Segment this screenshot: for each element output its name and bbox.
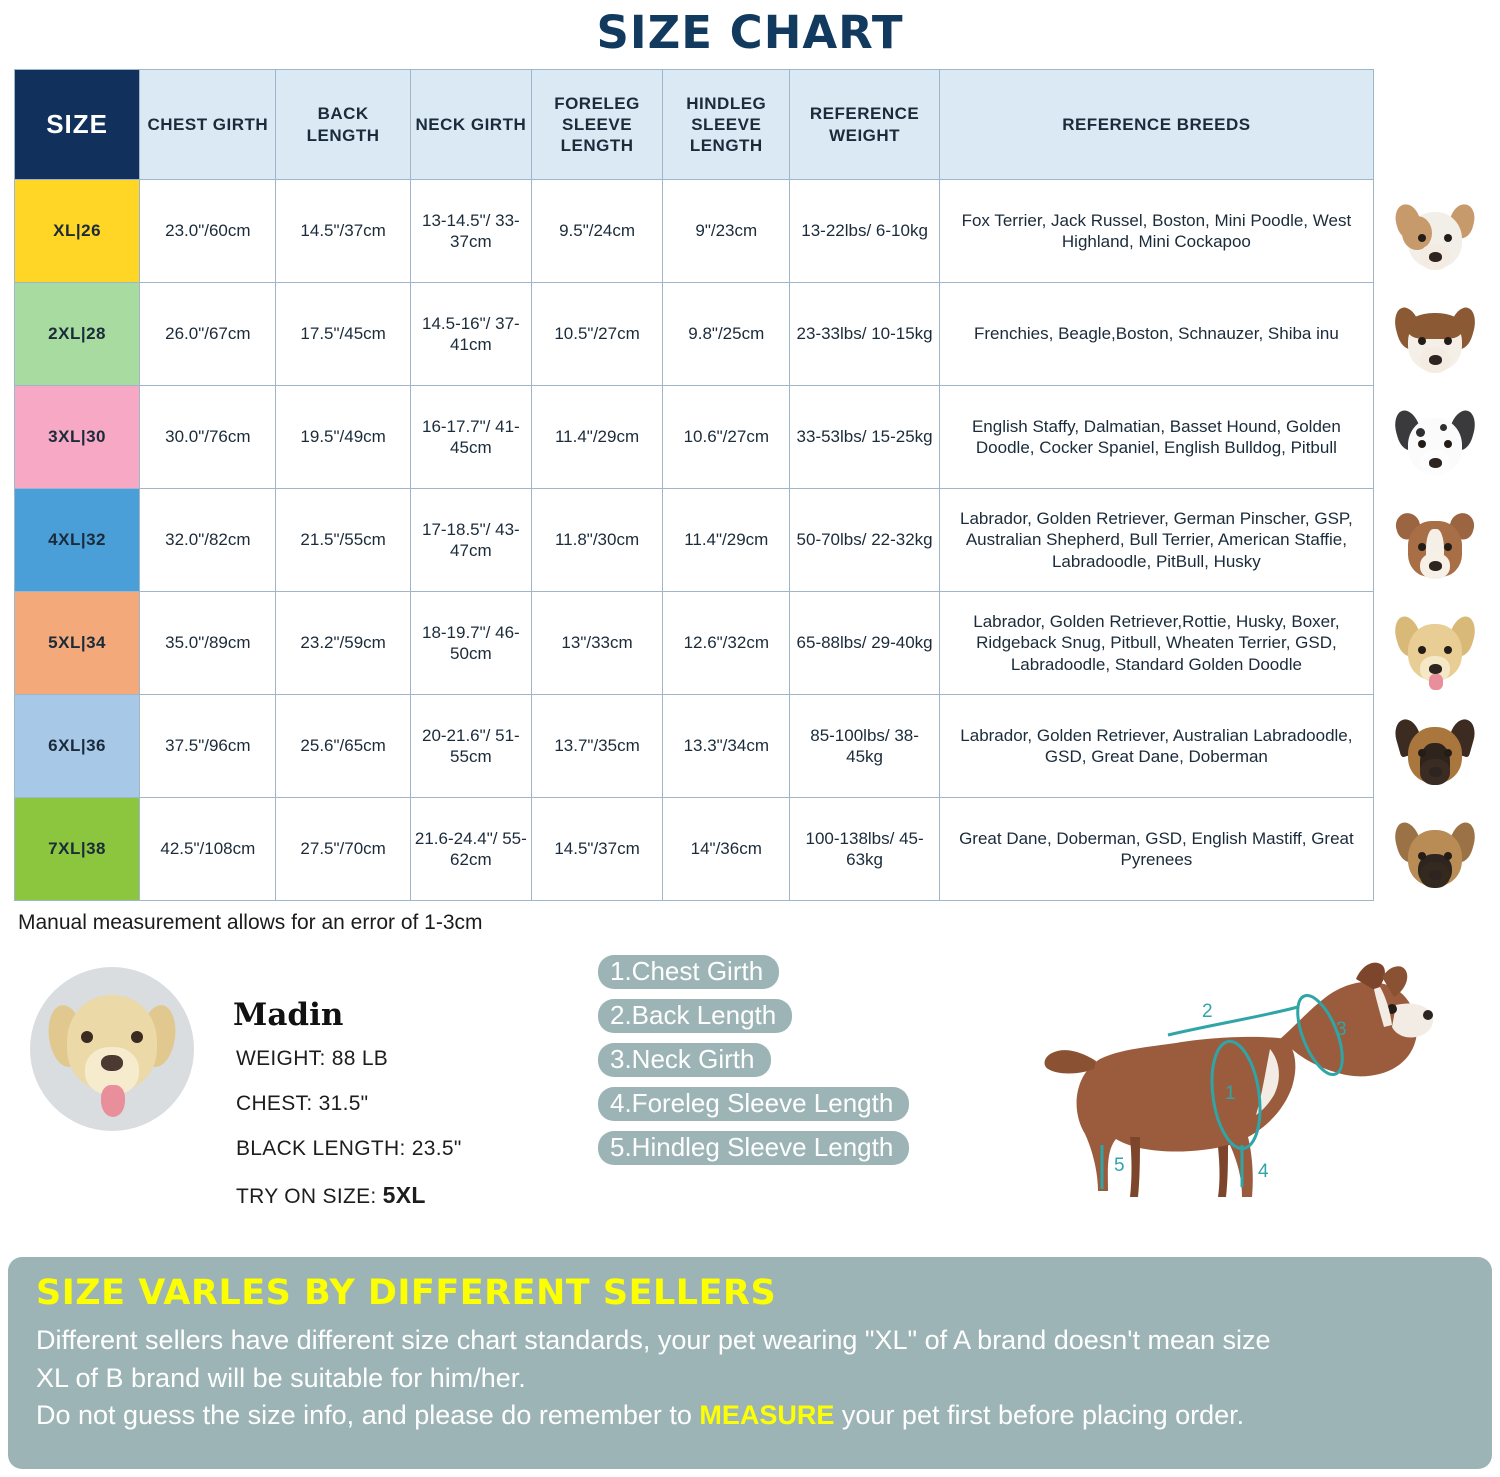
model-try-on-size <box>236 1182 462 1209</box>
breed-photo-pitbull <box>1383 505 1487 591</box>
breed-photo-labrador <box>1383 608 1487 694</box>
column-header-size: SIZE <box>15 70 140 180</box>
reference-breeds-value: Labrador, Golden Retriever,Rottie, Husky, Boxer, Ridgeback Snug, Pitbull, Wheaten Terrier, GSD, Labradoodle, Standard Golden Doodle <box>939 592 1373 695</box>
banner-measure-highlight: MEASURE <box>699 1400 835 1431</box>
measurement-legend <box>598 955 909 1175</box>
seller-size-warning-banner <box>8 1257 1492 1469</box>
table-row <box>15 489 1374 592</box>
hindleg-length-value: 11.4"/29cm <box>663 489 790 592</box>
neck-girth-value: 13-14.5"/ 33-37cm <box>410 180 531 283</box>
size-label: 4XL|32 <box>15 489 140 592</box>
breed-photo-great-dane <box>1383 814 1487 900</box>
table-row <box>15 386 1374 489</box>
banner-line-3 <box>36 1398 1468 1434</box>
legend-item-chest-girth: 1.Chest Girth <box>598 955 779 989</box>
foreleg-length-value: 10.5"/27cm <box>531 283 662 386</box>
reference-breeds-value: Labrador, Golden Retriever, German Pinscher, GSP, Australian Shepherd, Bull Terrier, American Staffie, Labradoodle, PitBull, Husky <box>939 489 1373 592</box>
diagram-label-5: 5 <box>1114 1155 1125 1176</box>
size-table-wrapper <box>0 69 1500 901</box>
neck-girth-value: 20-21.6"/ 51-55cm <box>410 695 531 798</box>
dog-measurement-diagram <box>980 939 1480 1239</box>
table-header-row <box>15 70 1374 180</box>
model-chest: CHEST: 31.5" <box>236 1092 369 1115</box>
neck-girth-value: 14.5-16"/ 37-41cm <box>410 283 531 386</box>
model-dog-name: Madin <box>233 997 344 1033</box>
reference-weight-value: 65-88lbs/ 29-40kg <box>790 592 939 695</box>
column-header-foreleg: FORELEG SLEEVE LENGTH <box>531 70 662 180</box>
diagram-label-2: 2 <box>1202 1001 1213 1022</box>
breed-photo-german-shepherd <box>1383 711 1487 797</box>
reference-breeds-value: Frenchies, Beagle,Boston, Schnauzer, Shiba inu <box>939 283 1373 386</box>
diagram-label-3: 3 <box>1336 1019 1347 1040</box>
legend-item-foreleg-sleeve-length: 4.Foreleg Sleeve Length <box>598 1087 909 1121</box>
chest-girth-value: 26.0"/67cm <box>140 283 276 386</box>
column-header-neck: NECK GIRTH <box>410 70 531 180</box>
foreleg-length-value: 11.8"/30cm <box>531 489 662 592</box>
reference-weight-value: 100-138lbs/ 45-63kg <box>790 798 939 901</box>
breed-thumbnail-column <box>1383 196 1491 917</box>
legend-item-hindleg-sleeve-length: 5.Hindleg Sleeve Length <box>598 1131 909 1165</box>
reference-weight-value: 33-53lbs/ 15-25kg <box>790 386 939 489</box>
size-label: 2XL|28 <box>15 283 140 386</box>
chest-girth-value: 37.5"/96cm <box>140 695 276 798</box>
banner-line-1: Different sellers have different size chart standards, your pet wearing "XL" of A brand doesn't mean size <box>36 1325 1271 1355</box>
banner-line-2: XL of B brand will be suitable for him/her. <box>36 1362 526 1393</box>
foreleg-length-value: 13.7"/35cm <box>531 695 662 798</box>
column-header-hindleg: HINDLEG SLEEVE LENGTH <box>663 70 790 180</box>
model-section <box>0 939 1500 1239</box>
measurement-note: Manual measurement allows for an error of 1-3cm <box>18 911 483 934</box>
foreleg-length-value: 11.4"/29cm <box>531 386 662 489</box>
try-on-size-value: 5XL <box>382 1182 426 1208</box>
hindleg-length-value: 9"/23cm <box>663 180 790 283</box>
foreleg-length-value: 13"/33cm <box>531 592 662 695</box>
back-length-value: 21.5"/55cm <box>276 489 410 592</box>
column-header-breeds: REFERENCE BREEDS <box>939 70 1373 180</box>
size-label: XL|26 <box>15 180 140 283</box>
back-length-value: 17.5"/45cm <box>276 283 410 386</box>
dog-diagram-svg <box>980 939 1480 1239</box>
back-length-value: 23.2"/59cm <box>276 592 410 695</box>
model-dog-stats <box>236 1047 462 1230</box>
table-row <box>15 180 1374 283</box>
page-title: SIZE CHART <box>596 6 904 59</box>
model-back-length: BLACK LENGTH: 23.5" <box>236 1137 462 1160</box>
table-row <box>15 592 1374 695</box>
column-header-back: BACK LENGTH <box>276 70 410 180</box>
reference-weight-value: 23-33lbs/ 10-15kg <box>790 283 939 386</box>
back-length-value: 14.5"/37cm <box>276 180 410 283</box>
model-dog-avatar <box>30 967 194 1131</box>
back-length-value: 19.5"/49cm <box>276 386 410 489</box>
chest-girth-value: 30.0"/76cm <box>140 386 276 489</box>
size-chart-table <box>14 69 1374 901</box>
table-row <box>15 695 1374 798</box>
table-body <box>15 180 1374 901</box>
chest-girth-value: 42.5"/108cm <box>140 798 276 901</box>
hindleg-length-value: 13.3"/34cm <box>663 695 790 798</box>
banner-heading: SIZE VARLES BY DIFFERENT SELLERS <box>36 1273 777 1313</box>
chest-girth-value: 23.0"/60cm <box>140 180 276 283</box>
reference-breeds-value: English Staffy, Dalmatian, Basset Hound, Golden Doodle, Cocker Spaniel, English Bulldog, Pitbull <box>939 386 1373 489</box>
foreleg-length-value: 9.5"/24cm <box>531 180 662 283</box>
neck-girth-value: 16-17.7"/ 41-45cm <box>410 386 531 489</box>
breed-photo-fox-terrier <box>1383 196 1487 282</box>
back-length-value: 25.6"/65cm <box>276 695 410 798</box>
size-label: 5XL|34 <box>15 592 140 695</box>
size-label: 7XL|38 <box>15 798 140 901</box>
column-header-weight: REFERENCE WEIGHT <box>790 70 939 180</box>
neck-girth-value: 18-19.7"/ 46-50cm <box>410 592 531 695</box>
table-row <box>15 798 1374 901</box>
model-weight: WEIGHT: 88 LB <box>236 1047 389 1070</box>
size-label: 6XL|36 <box>15 695 140 798</box>
reference-weight-value: 13-22lbs/ 6-10kg <box>790 180 939 283</box>
legend-item-neck-girth: 3.Neck Girth <box>598 1043 771 1077</box>
table-row <box>15 283 1374 386</box>
size-label: 3XL|30 <box>15 386 140 489</box>
breed-photo-dalmatian <box>1383 402 1487 488</box>
back-length-value: 27.5"/70cm <box>276 798 410 901</box>
banner-line-3-prefix: Do not guess the size info, and please do remember to <box>36 1400 700 1431</box>
try-on-label: TRY ON SIZE: <box>236 1185 377 1208</box>
diagram-label-4: 4 <box>1258 1161 1269 1182</box>
neck-girth-value: 21.6-24.4"/ 55-62cm <box>410 798 531 901</box>
neck-girth-value: 17-18.5"/ 43-47cm <box>410 489 531 592</box>
hindleg-length-value: 10.6"/27cm <box>663 386 790 489</box>
hindleg-length-value: 14"/36cm <box>663 798 790 901</box>
legend-item-back-length: 2.Back Length <box>598 999 792 1033</box>
reference-weight-value: 85-100lbs/ 38-45kg <box>790 695 939 798</box>
hindleg-length-value: 12.6"/32cm <box>663 592 790 695</box>
reference-breeds-value: Great Dane, Doberman, GSD, English Mastiff, Great Pyrenees <box>939 798 1373 901</box>
diagram-label-1: 1 <box>1225 1083 1236 1104</box>
breed-photo-beagle <box>1383 299 1487 385</box>
banner-line-3-suffix: your pet first before placing order. <box>834 1400 1245 1431</box>
chest-girth-value: 35.0"/89cm <box>140 592 276 695</box>
chest-girth-value: 32.0"/82cm <box>140 489 276 592</box>
hindleg-length-value: 9.8"/25cm <box>663 283 790 386</box>
reference-breeds-value: Labrador, Golden Retriever, Australian Labradoodle, GSD, Great Dane, Doberman <box>939 695 1373 798</box>
foreleg-length-value: 14.5"/37cm <box>531 798 662 901</box>
reference-weight-value: 50-70lbs/ 22-32kg <box>790 489 939 592</box>
reference-breeds-value: Fox Terrier, Jack Russel, Boston, Mini Poodle, West Highland, Mini Cockapoo <box>939 180 1373 283</box>
column-header-chest: CHEST GIRTH <box>140 70 276 180</box>
